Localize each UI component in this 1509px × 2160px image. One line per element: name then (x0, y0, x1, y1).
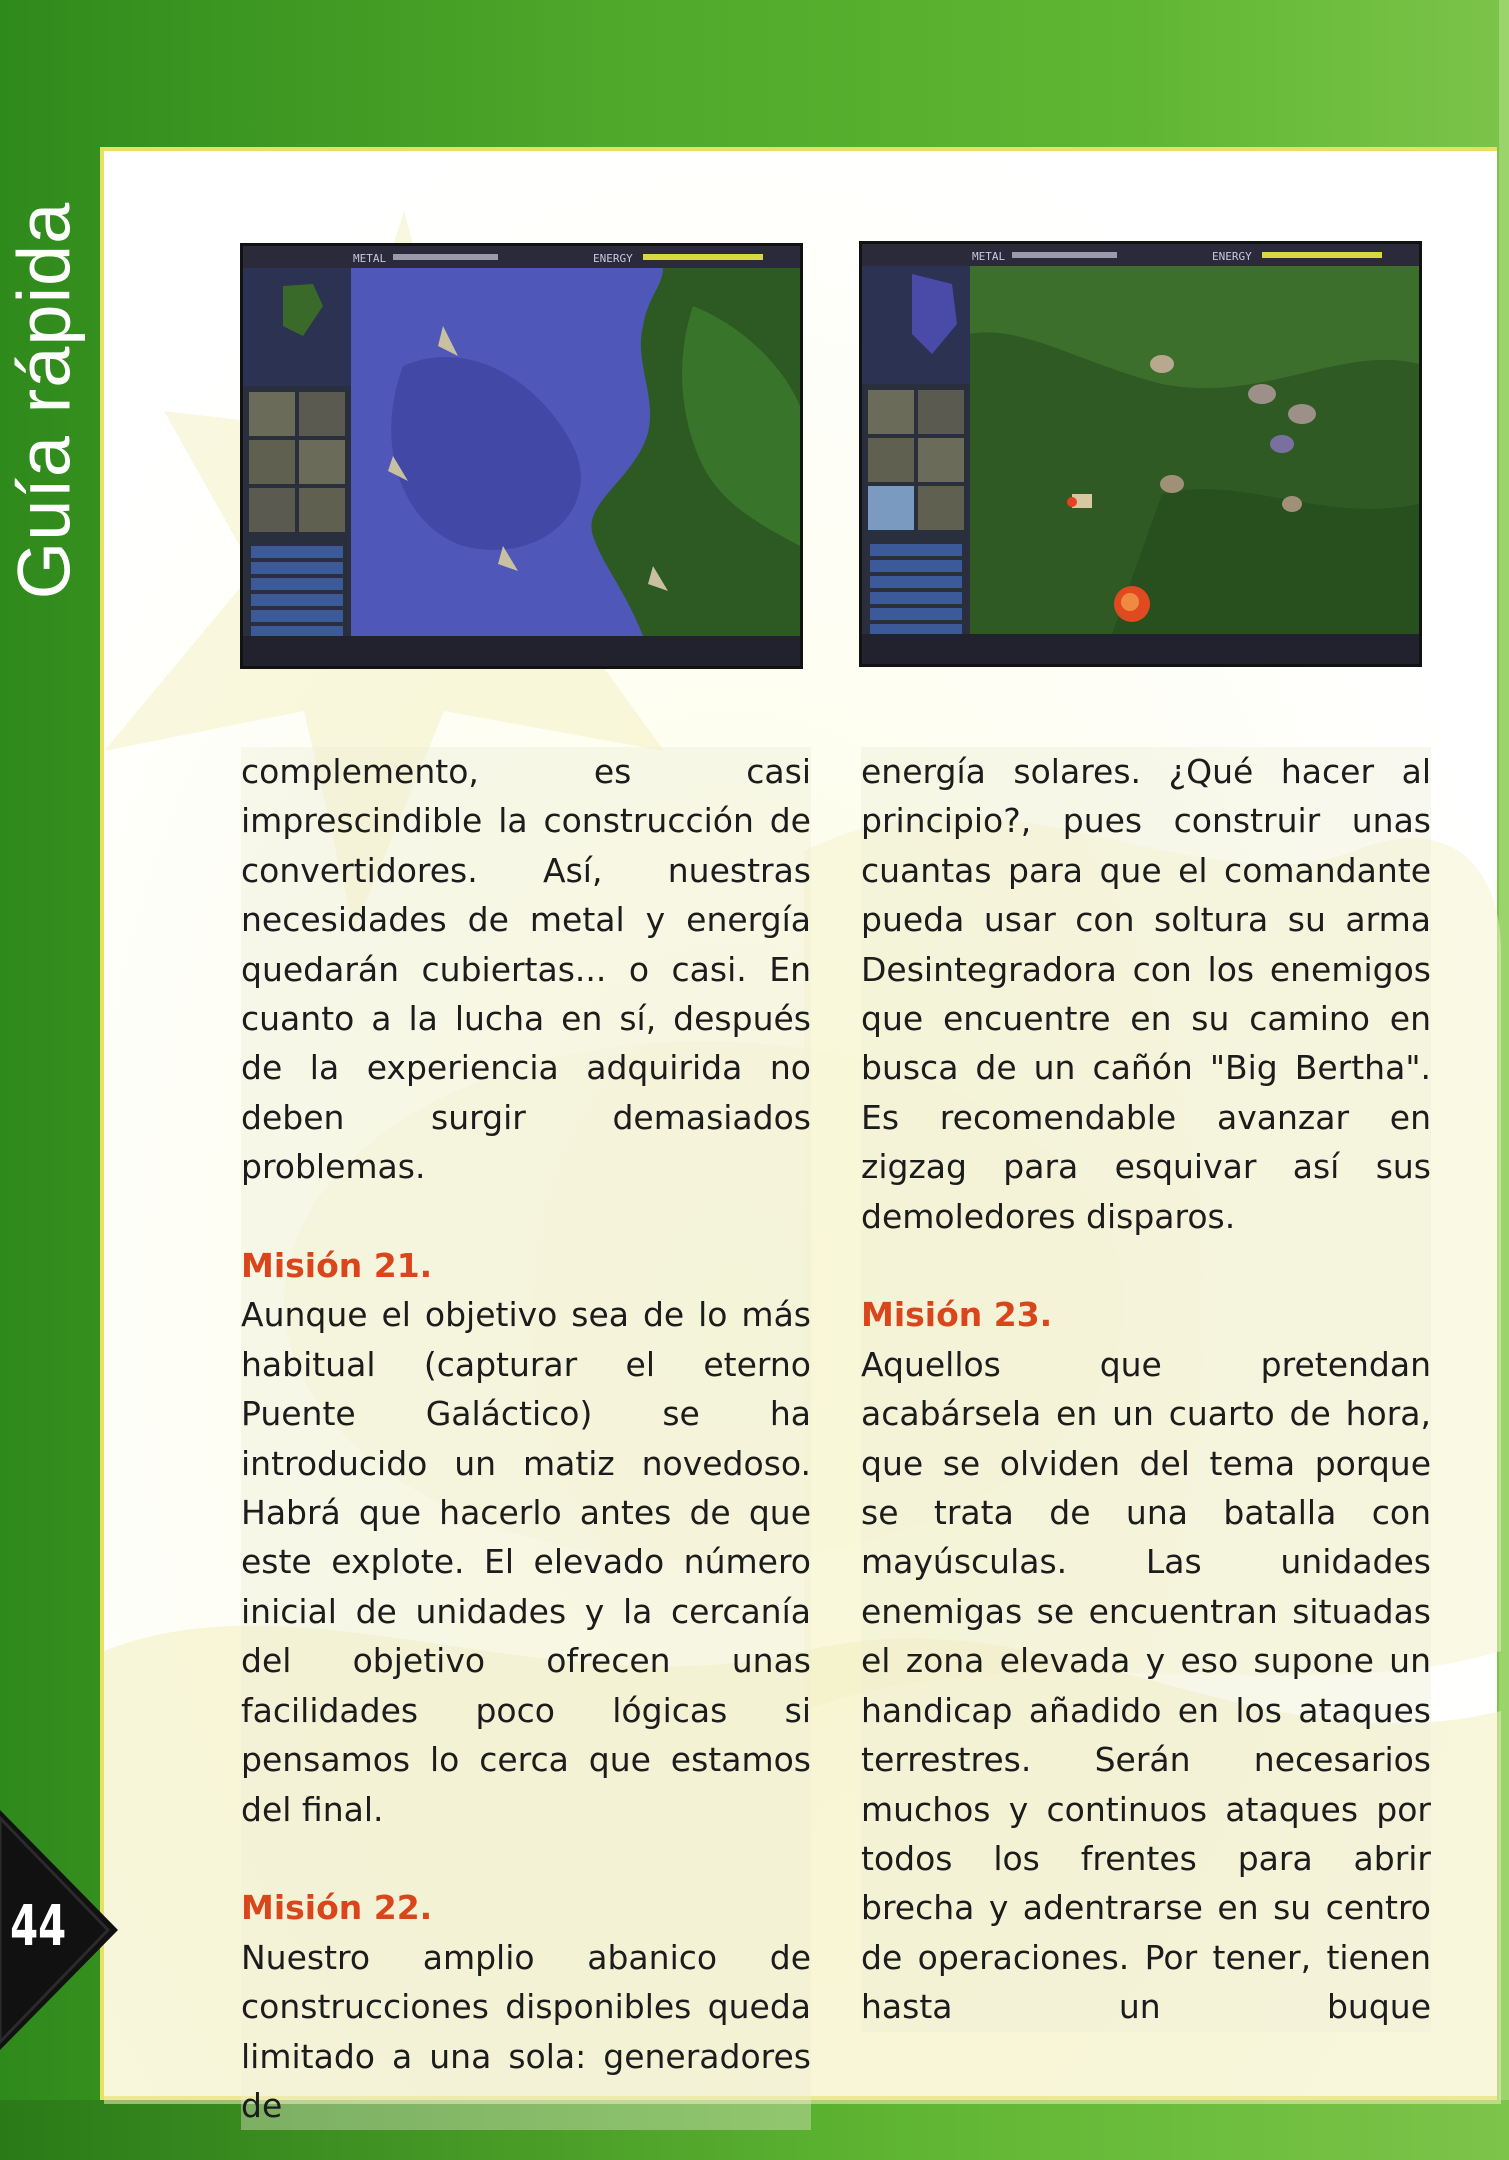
section-title-text: Guía rápida (2, 201, 86, 599)
left-column-block (241, 747, 811, 2130)
mision-23-paragraph: Aquellos que pretendan acabársela en un cuarto de hora, que se olviden del tema porque se trata de una batalla con mayúsculas. Las unidades enemigas se encuentran situadas el zona elevada y eso supone un handicap añadido en los ataques terrestres. Serán necesarios muchos y continuos ataques por todos los frentes para abrir brecha y adentrarse en su centro de operaciones. Por tener, tienen hasta un buque (861, 1344, 1431, 2027)
page-number-badge (0, 1810, 120, 2050)
mision-22-paragraph: Nuestro amplio abanico de construcciones disponibles queda limitado a una sola: generadores de (241, 1937, 811, 2125)
content-panel (100, 147, 1497, 2125)
mision-21-heading: Misión 21. (241, 1246, 433, 1286)
right-continuation-paragraph: energía solares. ¿Qué hacer al principio?, pues construir unas cuantas para que el comandante pueda usar con soltura su arma Desintegradora con los enemigos que encuentre en su camino en busca de un cañón "Big Bertha". Es recomendable avanzar en zigzag para esquivar así sus demoledores disparos. (861, 752, 1431, 1236)
metal-label: METAL (972, 250, 1006, 263)
right-column-block (861, 747, 1431, 2032)
right-column (861, 747, 1431, 2032)
mision-22-heading: Misión 22. (241, 1888, 433, 1928)
section-title (0, 100, 88, 700)
left-intro-paragraph: complemento, es casi imprescindible la construcción de convertidores. Así, nuestras necesidades de metal y energía quedarán cubiertas... o casi. En cuanto a la lucha en sí, después de la experiencia adquirida no deben surgir demasiados problemas. (241, 752, 811, 1187)
screenshot-forest-battle-image (862, 244, 1419, 664)
mision-21-paragraph: Aunque el objetivo sea de lo más habitual (capturar el eterno Puente Galáctico) se ha introducido un matiz novedoso. Habrá que hacerlo antes de que este explote. El elevado número inicial de unidades y la cercanía del objetivo ofrecen unas facilidades poco lógicas si pensamos lo cerca que estamos del final. (241, 1295, 811, 1829)
metal-label: METAL (353, 252, 387, 265)
energy-label: ENERGY (593, 252, 633, 265)
screenshot-water-battle (240, 243, 803, 669)
screenshot-water-battle-image (243, 246, 800, 666)
energy-label: ENERGY (1212, 250, 1252, 263)
mision-23-heading: Misión 23. (861, 1295, 1053, 1335)
screenshot-forest-battle (859, 241, 1422, 667)
left-column (241, 747, 811, 2130)
page-number: 44 (10, 1894, 67, 1959)
